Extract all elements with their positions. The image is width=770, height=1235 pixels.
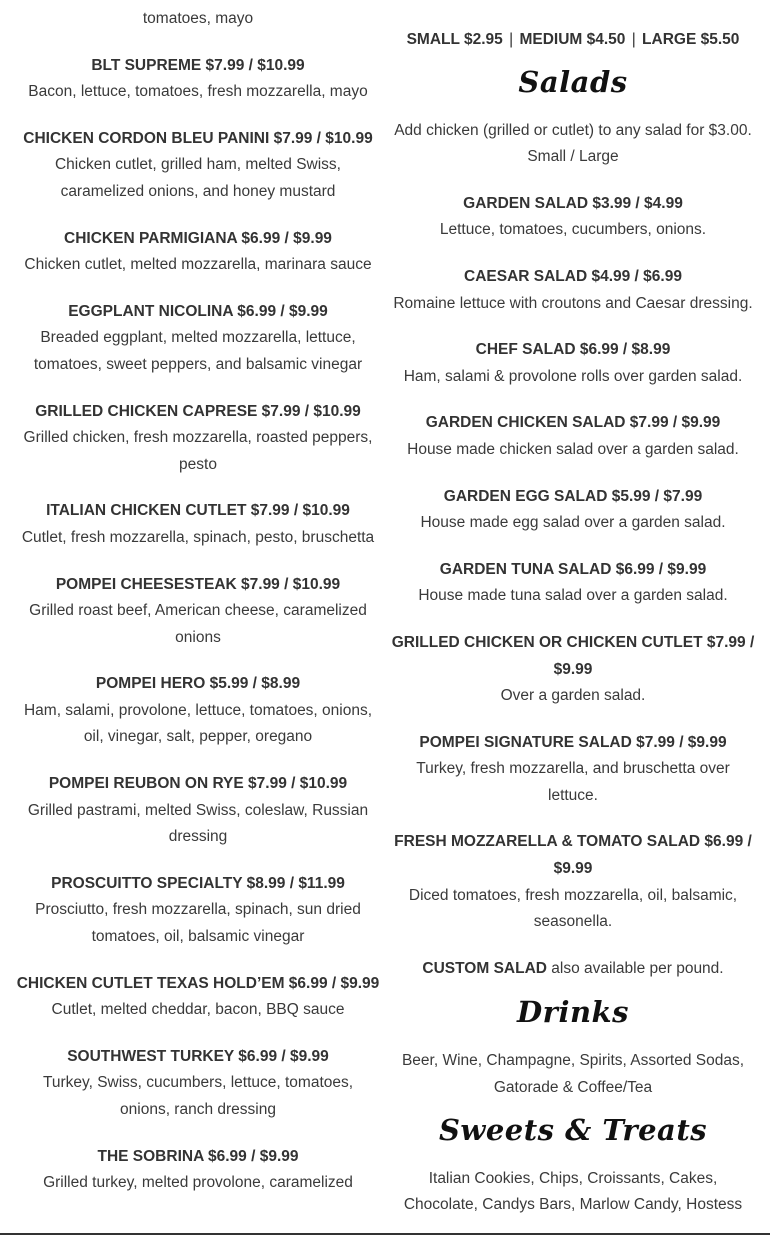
menu-item-title: CHICKEN PARMIGIANA $6.99 / $9.99: [64, 229, 332, 247]
size-medium: MEDIUM $4.50: [519, 31, 626, 48]
menu-item: [16, 226, 380, 279]
menu-item-title: GARDEN CHICKEN SALAD $7.99 / $9.99: [425, 414, 721, 432]
menu-item-title: PROSCUITTO SPECIALTY $8.99 / $11.99: [51, 874, 345, 892]
menu-item-description: Ham, salami & provolone rolls over garden salad.: [403, 367, 743, 385]
menu-item-description: Prosciutto, fresh mozzarella, spinach, sun dried tomatoes, oil, balsamic vinegar: [35, 901, 361, 946]
menu-item: [391, 829, 755, 935]
custom-salad-text: also available per pound.: [546, 959, 724, 977]
menu-item-description: House made chicken salad over a garden salad.: [407, 440, 739, 458]
menu-item: [391, 191, 755, 244]
menu-item: [16, 971, 380, 1024]
sandwich-column: [16, 0, 380, 1217]
menu-item-description: Romaine lettuce with croutons and Caesar dressing.: [393, 294, 753, 312]
menu-item: [391, 484, 755, 537]
size-separator: |: [631, 31, 636, 48]
menu-item-title: CHEF SALAD $6.99 / $8.99: [475, 341, 671, 359]
menu-item-description: Turkey, Swiss, cucumbers, lettuce, tomatoes, onions, ranch dressing: [42, 1074, 354, 1118]
menu-item-title: GRILLED CHICKEN OR CHICKEN CUTLET $7.99 / $9.99: [391, 633, 755, 678]
menu-item-description: Grilled roast beef, American cheese, caramelized onions: [29, 602, 367, 646]
soup-sizes: [391, 27, 755, 54]
menu-item-description: Grilled pastrami, melted Swiss, coleslaw, Russian dressing: [27, 801, 369, 846]
menu-item-description: Ham, salami, provolone, lettuce, tomatoes, onions, oil, vinegar, salt, pepper, oregano: [23, 701, 373, 746]
menu-item-description: House made egg salad over a garden salad.: [420, 514, 726, 532]
menu-item-title: ITALIAN CHICKEN CUTLET $7.99 / $10.99: [46, 502, 350, 520]
menu-item: [391, 557, 755, 610]
menu-item-title: THE SOBRINA $6.99 / $9.99: [97, 1147, 299, 1165]
menu-item: [16, 53, 380, 106]
menu-item-title: GARDEN EGG SALAD $5.99 / $7.99: [443, 487, 703, 505]
size-small: SMALL $2.95: [406, 31, 503, 48]
menu-item: [16, 572, 380, 652]
menu-item-description: Turkey, fresh mozzarella, and bruschetta over lettuce.: [416, 760, 730, 804]
menu-item-title: EGGPLANT NICOLINA $6.99 / $9.99: [68, 302, 328, 320]
salads-intro: Add chicken (grilled or cutlet) to any salad for $3.00. Small / Large: [394, 121, 752, 166]
menu-item-description: Over a garden salad.: [500, 687, 646, 705]
menu-item: [16, 126, 380, 206]
menu-item-description: Lettuce, tomatoes, cucumbers, onions.: [439, 221, 707, 239]
sweets-list: Italian Cookies, Chips, Croissants, Cakes, Chocolate, Candys Bars, Marlow Candy, Hostess: [403, 1169, 743, 1214]
menu-item: [16, 871, 380, 951]
menu-item-title: SOUTHWEST TURKEY $6.99 / $9.99: [67, 1047, 329, 1065]
menu-item-title: FRESH MOZZARELLA & TOMATO SALAD $6.99 / $9.99: [394, 833, 752, 878]
menu-item-title: CHICKEN CUTLET TEXAS HOLD’EM $6.99 / $9.99: [16, 974, 380, 992]
drinks-list: Beer, Wine, Champagne, Spirits, Assorted Sodas, Gatorade & Coffee/Tea: [401, 1052, 745, 1097]
menu-item-title: GRILLED CHICKEN CAPRESE $7.99 / $10.99: [35, 402, 361, 420]
menu-item-description: Cutlet, fresh mozzarella, spinach, pesto, bruschetta: [21, 528, 375, 546]
menu-item: [16, 671, 380, 751]
menu-item-title: POMPEI REUBON ON RYE $7.99 / $10.99: [48, 775, 348, 793]
menu-item: [16, 498, 380, 551]
menu-item: [391, 337, 755, 390]
custom-salad-title: CUSTOM SALAD: [422, 959, 547, 977]
menu-item: [16, 299, 380, 379]
menu-item: [391, 630, 755, 710]
menu-item-title: GARDEN SALAD $3.99 / $4.99: [463, 194, 683, 212]
menu-item-description: Chicken cutlet, melted mozzarella, marinara sauce: [24, 256, 372, 274]
menu-item: [391, 730, 755, 810]
menu-item: [391, 410, 755, 463]
menu-item-description: Diced tomatoes, fresh mozzarella, oil, balsamic, seasonella.: [408, 886, 738, 931]
menu-item-title: GARDEN TUNA SALAD $6.99 / $9.99: [439, 560, 707, 578]
menu-item-title: POMPEI HERO $5.99 / $8.99: [95, 675, 301, 693]
menu-item-title: CHICKEN CORDON BLEU PANINI $7.99 / $10.99: [23, 129, 373, 147]
menu-item: [16, 399, 380, 479]
menu-item-description: Chicken cutlet, grilled ham, melted Swiss, caramelized onions, and honey mustard: [54, 156, 341, 200]
size-separator: |: [509, 31, 514, 48]
menu-item-description: Cutlet, melted cheddar, bacon, BBQ sauce: [51, 1001, 345, 1019]
menu-item-title: BLT SUPREME $7.99 / $10.99: [91, 56, 305, 74]
custom-salad-note: [391, 956, 755, 983]
menu-item: [391, 264, 755, 317]
menu-item-description: Grilled chicken, fresh mozzarella, roasted peppers, pesto: [23, 429, 373, 473]
menu-item-description: House made tuna salad over a garden salad.: [418, 587, 728, 605]
salads-heading: Salads: [518, 64, 628, 99]
menu-item: [16, 1044, 380, 1124]
menu-item-title: POMPEI SIGNATURE SALAD $7.99 / $9.99: [419, 733, 727, 751]
partial-description: tomatoes, mayo: [142, 10, 254, 27]
salad-column: [391, 0, 755, 1235]
drinks-heading: Drinks: [517, 995, 629, 1030]
menu-item-title: CAESAR SALAD $4.99 / $6.99: [464, 267, 682, 285]
menu-item-description: Grilled turkey, melted provolone, caramelized: [43, 1174, 353, 1192]
size-large: LARGE $5.50: [642, 31, 740, 48]
menu-item-description: Breaded eggplant, melted mozzarella, lettuce, tomatoes, sweet peppers, and balsamic vinegar: [33, 329, 363, 373]
menu-item: [16, 771, 380, 851]
sweets-heading: Sweets & Treats: [438, 1112, 708, 1147]
menu-item: [16, 1144, 380, 1197]
menu-item-description: Bacon, lettuce, tomatoes, fresh mozzarella, mayo: [28, 83, 368, 101]
menu-item-title: POMPEI CHEESESTEAK $7.99 / $10.99: [55, 575, 341, 593]
